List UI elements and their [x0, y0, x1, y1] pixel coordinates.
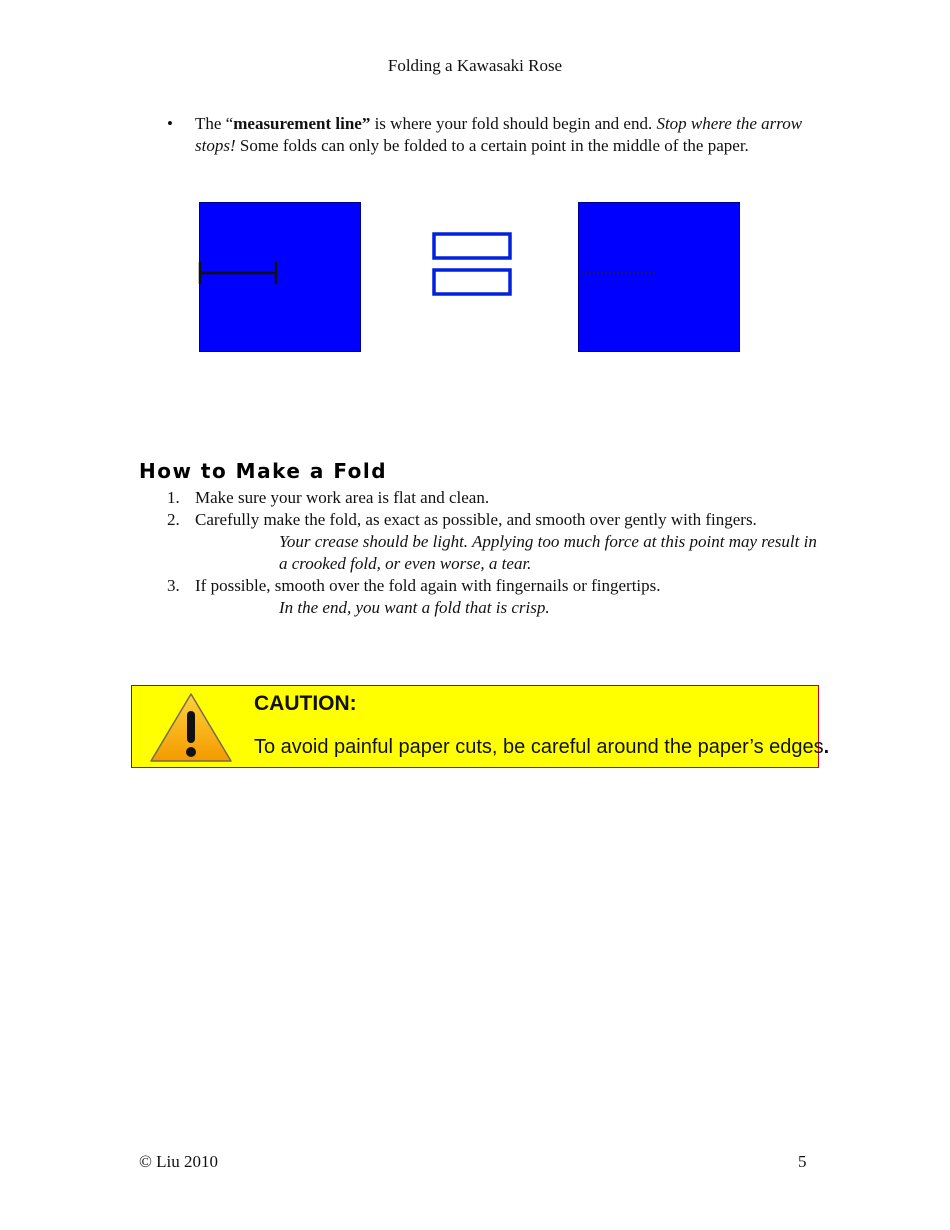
- list-item: [167, 575, 827, 619]
- measurement-line-icon: [198, 258, 288, 298]
- step-text: Make sure your work area is flat and clean.: [195, 488, 490, 507]
- list-item: [167, 509, 827, 575]
- step-text: Carefully make the fold, as exact as possible, and smooth over gently with fingers.: [195, 510, 757, 529]
- warning-triangle-icon: [148, 691, 234, 765]
- bullet-text: [195, 113, 817, 157]
- footer-copyright: © Liu 2010: [139, 1152, 219, 1171]
- paper-square-with-measurement-line: [199, 202, 361, 352]
- step-number: 3.: [167, 576, 180, 595]
- step-text: If possible, smooth over the fold again with fingernails or fingertips.: [195, 576, 661, 595]
- measurement-line-bullet: [167, 113, 817, 157]
- list-item: [167, 487, 827, 509]
- step-note: Your crease should be light. Applying too much force at this point may result in a crooked fold, or even worse, a tear.: [279, 532, 817, 573]
- caution-text: [254, 736, 829, 759]
- bullet-text-italic: Stop where the arrow stops!: [195, 114, 803, 155]
- page-header: Folding a Kawasaki Rose: [387, 56, 563, 75]
- page-number: 5: [798, 1152, 807, 1171]
- caution-box: [131, 685, 830, 768]
- fold-steps-list: [167, 487, 827, 619]
- bullet-marker: •: [167, 114, 173, 133]
- step-number: 1.: [167, 488, 180, 507]
- equals-sign-icon: [432, 232, 514, 298]
- paper-square-with-dotted-line: [578, 202, 740, 352]
- step-number: 2.: [167, 510, 180, 529]
- step-note: In the end, you want a fold that is crisp.: [279, 598, 550, 617]
- caution-title: CAUTION:: [254, 692, 357, 715]
- bullet-text-post: Some folds can only be folded to a certain point in the middle of the paper.: [235, 136, 749, 155]
- caution-text-body: To avoid painful paper cuts, be careful around the paper’s edges: [254, 736, 824, 758]
- dotted-fold-line-icon: [579, 269, 669, 279]
- caution-text-period: .: [823, 736, 830, 758]
- bullet-text-pre: The “: [195, 114, 234, 133]
- section-heading: How to Make a Fold: [139, 459, 388, 483]
- bullet-text-mid: is where your fold should begin and end.: [370, 114, 657, 133]
- bullet-text-bold: measurement line”: [233, 114, 371, 133]
